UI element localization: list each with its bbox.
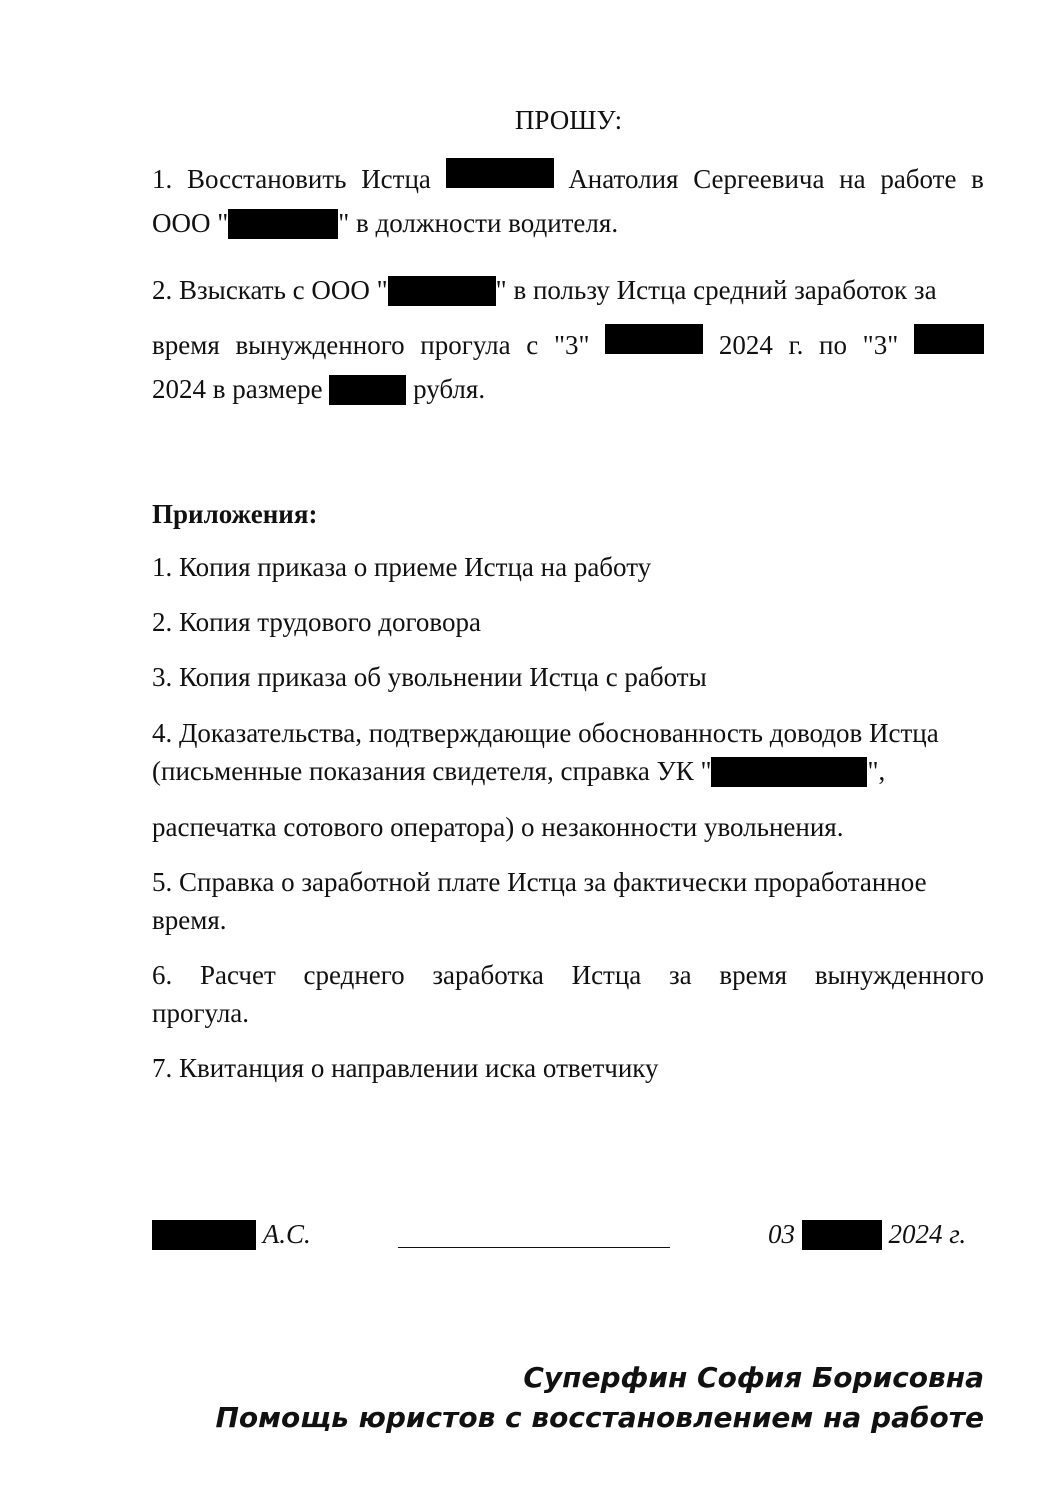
text-fragment: 2. Взыскать с ООО " — [152, 275, 388, 305]
redaction-surname — [446, 158, 554, 188]
word: Восстановить — [186, 164, 347, 194]
redaction-company — [228, 209, 338, 239]
attachment-item-continued: прогула. — [152, 998, 250, 1028]
footer-tagline: Помощь юристов с восстановлением на работе — [215, 1401, 984, 1434]
attachments-title: Приложения: — [152, 499, 318, 529]
text-fragment: (письменные показания свидетеля, справка УК " — [152, 756, 712, 786]
word: среднего — [303, 960, 405, 990]
attachment-item — [152, 959, 984, 991]
word: время — [719, 960, 788, 990]
word: "3" — [553, 330, 590, 360]
word: "3" — [862, 330, 899, 360]
request-2-line-1 — [152, 274, 984, 306]
text-fragment: ООО " — [152, 208, 229, 238]
redaction-month — [802, 1220, 882, 1250]
request-2-line-3 — [152, 373, 984, 405]
word: прогула — [420, 330, 511, 360]
word: с — [526, 330, 539, 360]
attachment-item-continued — [152, 755, 984, 787]
redaction-month — [914, 324, 984, 354]
signature-line — [398, 1247, 670, 1248]
word: время — [152, 330, 220, 360]
word: г. — [788, 330, 804, 360]
word: Сергеевича — [693, 164, 825, 194]
attachment-item: 4. Доказательства, подтверждающие обоснованность доводов Истца — [152, 718, 939, 748]
attachment-item: 3. Копия приказа об увольнении Истца с работы — [152, 662, 707, 692]
text-fragment: рубля. — [413, 374, 486, 404]
redaction-uk-name — [711, 757, 867, 787]
text-fragment: ", — [867, 756, 886, 786]
word: 2024 — [718, 330, 773, 360]
request-2-line-2 — [152, 324, 984, 361]
redaction-company — [388, 276, 496, 306]
attachment-item-continued: распечатка сотового оператора) о незаконности увольнения. — [152, 812, 844, 842]
word: Расчет — [199, 960, 276, 990]
word: в — [971, 164, 984, 194]
attachment-item: 2. Копия трудового договора — [152, 607, 481, 637]
text-fragment: 2024 в размере — [152, 374, 323, 404]
attachment-item: 1. Копия приказа о приеме Истца на работу — [152, 552, 652, 582]
attachment-item: 7. Квитанция о направлении иска ответчику — [152, 1053, 659, 1083]
text-fragment: " в пользу Истца средний заработок за — [495, 275, 937, 305]
word: вынужденного — [235, 330, 405, 360]
signature-date — [768, 1218, 988, 1250]
word: заработка — [432, 960, 544, 990]
redaction-surname — [152, 1220, 256, 1250]
date-year: 2024 г. — [888, 1219, 967, 1249]
page-title: ПРОШУ: — [514, 105, 623, 135]
word: вынужденного — [814, 960, 984, 990]
word: Истца — [571, 960, 642, 990]
word: работе — [880, 164, 957, 194]
word: 1. — [152, 164, 173, 194]
redaction-amount — [329, 375, 406, 405]
footer-author-name: Суперфин София Борисовна — [523, 1361, 984, 1394]
text-fragment: " в должности водителя. — [338, 208, 619, 238]
attachment-item: 5. Справка о заработной плате Истца за фактически проработанное — [152, 867, 927, 897]
request-1-line-1 — [152, 158, 984, 195]
signature-name — [152, 1218, 352, 1250]
request-1-line-2 — [152, 207, 984, 239]
attachment-item-continued: время. — [152, 905, 227, 935]
word: Истца — [361, 164, 431, 194]
word: по — [819, 330, 847, 360]
signature-initials: А.С. — [262, 1219, 311, 1249]
date-day: 03 — [768, 1219, 795, 1249]
word: 6. — [152, 960, 173, 990]
word: Анатолия — [568, 164, 679, 194]
redaction-month — [605, 324, 703, 354]
word: за — [669, 960, 692, 990]
word: на — [839, 164, 866, 194]
